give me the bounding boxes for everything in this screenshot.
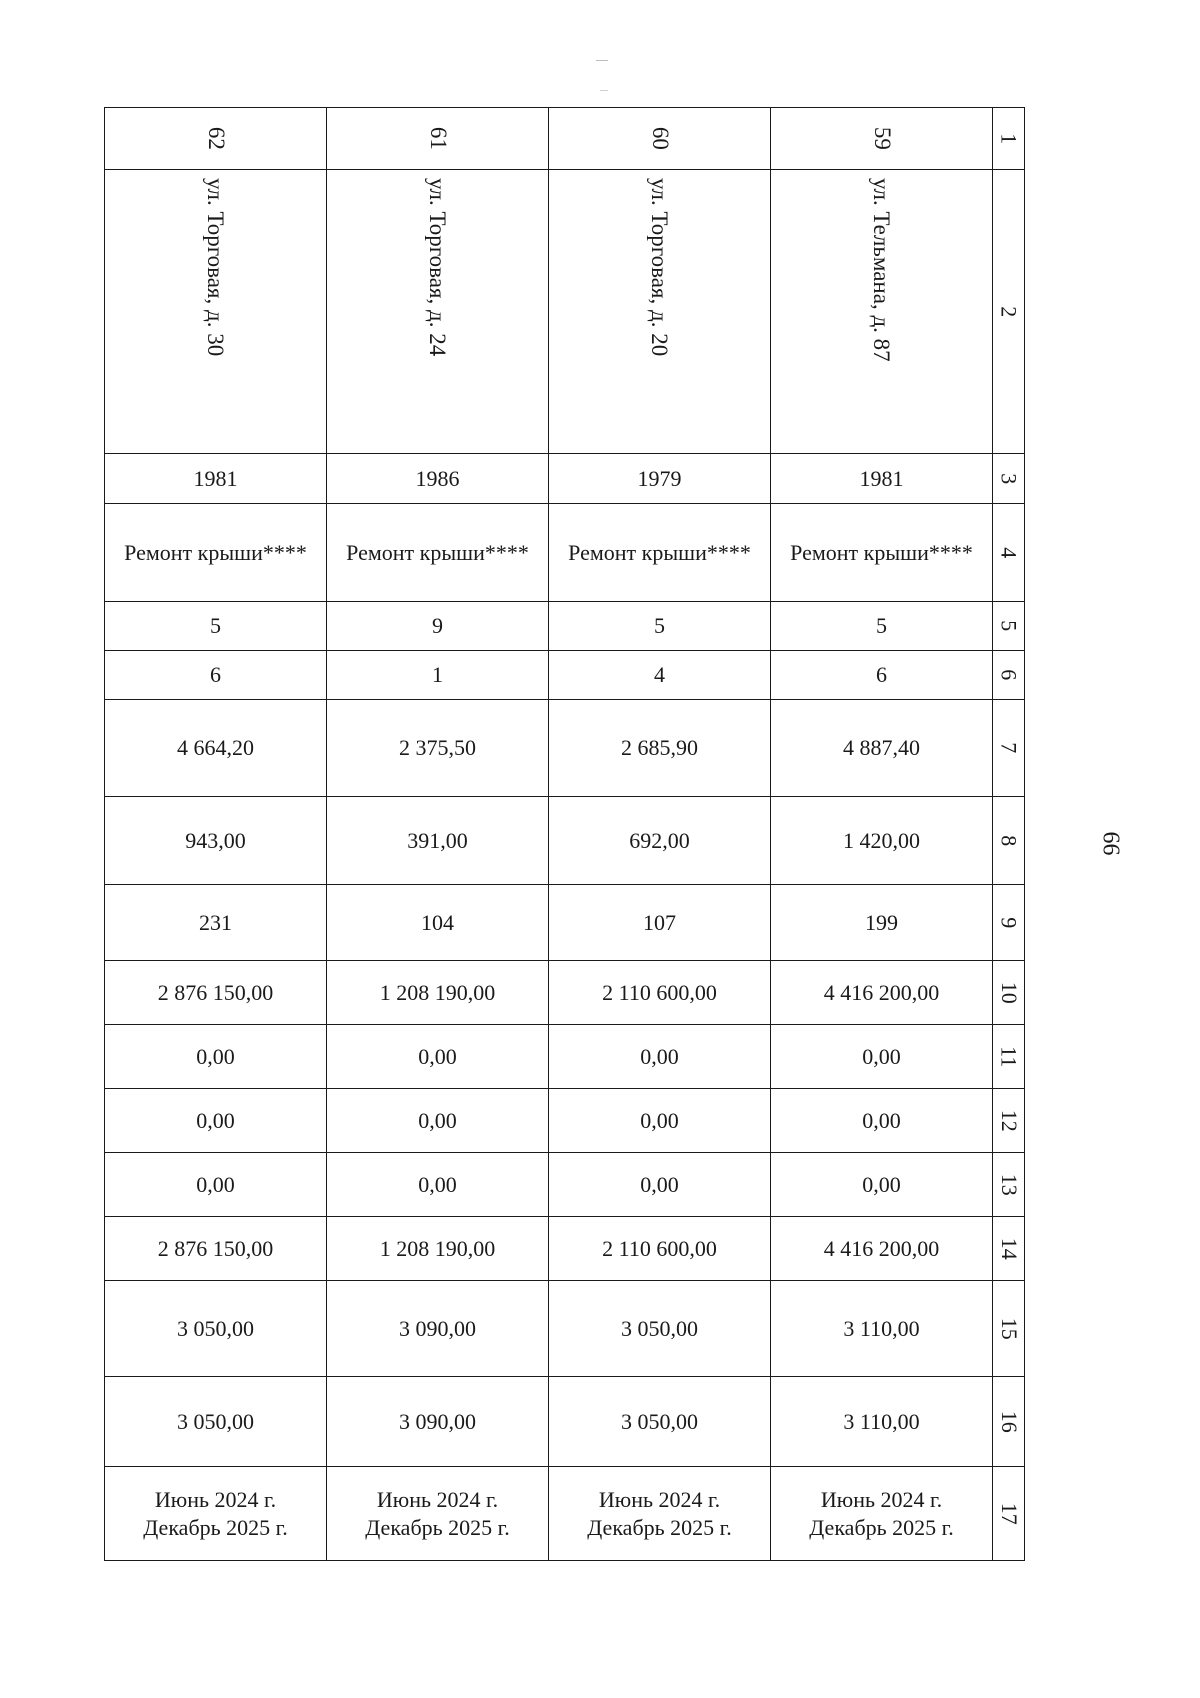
- value-cell: 3 050,00: [105, 1281, 327, 1377]
- column-index-cell: 16: [993, 1377, 1025, 1467]
- house-number-cell: 62: [105, 108, 327, 170]
- column-index-cell: 13: [993, 1153, 1025, 1217]
- roof-area-cell: 1 420,00: [771, 797, 993, 885]
- period-start: Июнь 2024 г.: [820, 1487, 943, 1512]
- value-cell: 0,00: [105, 1089, 327, 1153]
- house-number-cell: 61: [327, 108, 549, 170]
- floors-cell: 5: [549, 602, 771, 651]
- work-type-cell: Ремонт крыши****: [549, 504, 771, 602]
- value-cell: 0,00: [771, 1153, 993, 1217]
- period-end: Декабрь 2025 г.: [143, 1514, 288, 1540]
- value-cell: 0,00: [771, 1089, 993, 1153]
- column-index-cell: 8: [993, 797, 1025, 885]
- column-index-cell: 4: [993, 504, 1025, 602]
- period-cell: [549, 1467, 771, 1561]
- residents-cell: 231: [105, 885, 327, 961]
- total-area-cell: 2 375,50: [327, 700, 549, 797]
- period-end: Декабрь 2025 г.: [365, 1514, 510, 1540]
- table-row: [105, 797, 1025, 885]
- period-cell: [771, 1467, 993, 1561]
- cost-total-cell: 2 110 600,00: [549, 961, 771, 1025]
- table-row: [105, 1281, 1025, 1377]
- value-cell: 3 110,00: [771, 1281, 993, 1377]
- entrances-cell: 6: [771, 651, 993, 700]
- table-row: [105, 454, 1025, 504]
- value-cell: 3 050,00: [549, 1377, 771, 1467]
- total-area-cell: 2 685,90: [549, 700, 771, 797]
- table-row: [105, 504, 1025, 602]
- roof-area-cell: 943,00: [105, 797, 327, 885]
- column-index-cell: 2: [993, 170, 1025, 454]
- total-area-cell: 4 887,40: [771, 700, 993, 797]
- page-number: 66: [1097, 831, 1124, 856]
- floors-cell: 9: [327, 602, 549, 651]
- table-row: [105, 1217, 1025, 1281]
- value-cell: 0,00: [549, 1025, 771, 1089]
- table-row: [105, 700, 1025, 797]
- period-start: Июнь 2024 г.: [598, 1487, 721, 1512]
- cost-total-cell: 4 416 200,00: [771, 961, 993, 1025]
- value-cell: 3 090,00: [327, 1377, 549, 1467]
- value-cell: 3 050,00: [105, 1377, 327, 1467]
- year-cell: 1986: [327, 454, 549, 504]
- table-row: [105, 602, 1025, 651]
- value-cell: 0,00: [105, 1025, 327, 1089]
- table-row: [105, 1025, 1025, 1089]
- value-cell: 4 416 200,00: [771, 1217, 993, 1281]
- roof-area-cell: 692,00: [549, 797, 771, 885]
- column-index-cell: 3: [993, 454, 1025, 504]
- value-cell: 3 050,00: [549, 1281, 771, 1377]
- table-row: [105, 961, 1025, 1025]
- period-start: Июнь 2024 г.: [154, 1487, 277, 1512]
- residents-cell: 199: [771, 885, 993, 961]
- table-row: [105, 885, 1025, 961]
- total-area-cell: 4 664,20: [105, 700, 327, 797]
- entrances-cell: 6: [105, 651, 327, 700]
- column-index-cell: 7: [993, 700, 1025, 797]
- repair-table: [104, 107, 1025, 1561]
- scan-mark: [596, 60, 608, 61]
- period-start: Июнь 2024 г.: [376, 1487, 499, 1512]
- value-cell: 0,00: [327, 1153, 549, 1217]
- house-number-cell: 60: [549, 108, 771, 170]
- value-cell: 2 110 600,00: [549, 1217, 771, 1281]
- column-index-cell: 17: [993, 1467, 1025, 1561]
- work-type-cell: Ремонт крыши****: [771, 504, 993, 602]
- table-row: [105, 1467, 1025, 1561]
- cost-total-cell: 1 208 190,00: [327, 961, 549, 1025]
- year-cell: 1981: [771, 454, 993, 504]
- floors-cell: 5: [105, 602, 327, 651]
- column-index-cell: 14: [993, 1217, 1025, 1281]
- address-cell: ул. Торговая, д. 30: [105, 170, 327, 454]
- roof-area-cell: 391,00: [327, 797, 549, 885]
- value-cell: 2 876 150,00: [105, 1217, 327, 1281]
- entrances-cell: 1: [327, 651, 549, 700]
- value-cell: 0,00: [327, 1089, 549, 1153]
- column-index-cell: 12: [993, 1089, 1025, 1153]
- table-row: [105, 1089, 1025, 1153]
- work-type-cell: Ремонт крыши****: [105, 504, 327, 602]
- address-cell: ул. Торговая, д. 20: [549, 170, 771, 454]
- column-index-cell: 11: [993, 1025, 1025, 1089]
- cost-total-cell: 2 876 150,00: [105, 961, 327, 1025]
- value-cell: 0,00: [549, 1153, 771, 1217]
- column-index-cell: 15: [993, 1281, 1025, 1377]
- year-cell: 1979: [549, 454, 771, 504]
- work-type-cell: Ремонт крыши****: [327, 504, 549, 602]
- value-cell: 0,00: [771, 1025, 993, 1089]
- value-cell: 3 090,00: [327, 1281, 549, 1377]
- entrances-cell: 4: [549, 651, 771, 700]
- house-number-cell: 59: [771, 108, 993, 170]
- column-index-cell: 6: [993, 651, 1025, 700]
- column-index-cell: 5: [993, 602, 1025, 651]
- table-row: [105, 1377, 1025, 1467]
- value-cell: 0,00: [105, 1153, 327, 1217]
- year-cell: 1981: [105, 454, 327, 504]
- column-index-cell: 10: [993, 961, 1025, 1025]
- value-cell: 3 110,00: [771, 1377, 993, 1467]
- period-cell: [327, 1467, 549, 1561]
- value-cell: 1 208 190,00: [327, 1217, 549, 1281]
- column-index-cell: 1: [993, 108, 1025, 170]
- residents-cell: 104: [327, 885, 549, 961]
- table-row: [105, 1153, 1025, 1217]
- residents-cell: 107: [549, 885, 771, 961]
- table-row: [105, 108, 1025, 170]
- table-row: [105, 170, 1025, 454]
- column-index-cell: 9: [993, 885, 1025, 961]
- period-end: Декабрь 2025 г.: [587, 1514, 732, 1540]
- floors-cell: 5: [771, 602, 993, 651]
- table-row: [105, 651, 1025, 700]
- address-cell: ул. Торговая, д. 24: [327, 170, 549, 454]
- value-cell: 0,00: [327, 1025, 549, 1089]
- period-end: Декабрь 2025 г.: [809, 1514, 954, 1540]
- period-cell: [105, 1467, 327, 1561]
- value-cell: 0,00: [549, 1089, 771, 1153]
- address-cell: ул. Тельмана, д. 87: [771, 170, 993, 454]
- scan-mark: [600, 90, 608, 91]
